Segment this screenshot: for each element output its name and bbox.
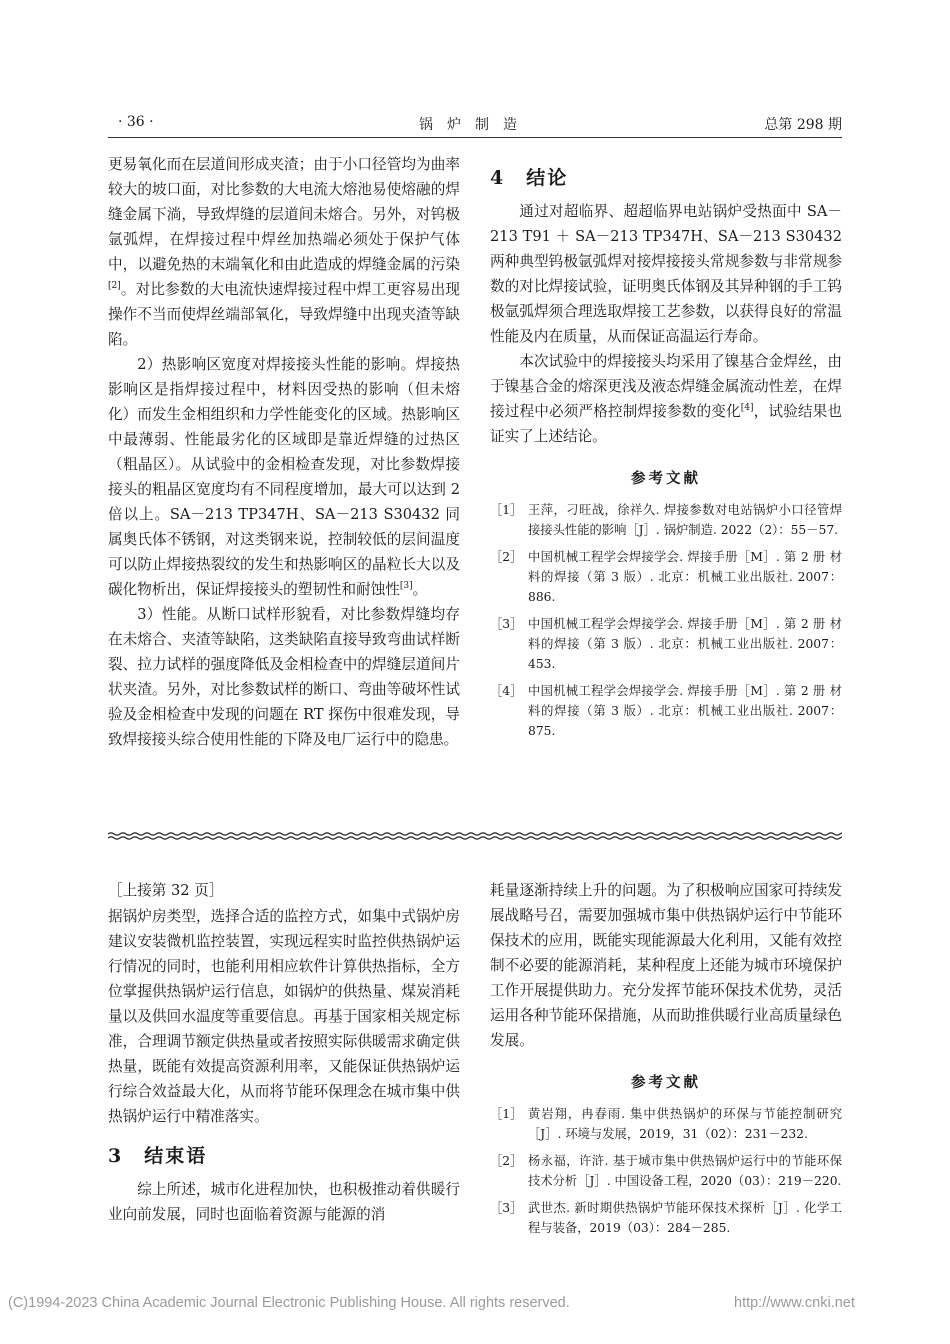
bottom-left-column [108, 878, 460, 1227]
reference-list [490, 500, 842, 741]
body-paragraph: 3）性能。从断口试样形貌看，对比参数焊缝均存在未熔合、夹渣等缺陷，这类缺陷直接导致弯曲试样断裂、拉力试样的强度降低及金相检查中的焊缝层道间片状夹渣。另外，对比参数试样的断口、弯曲等破坏性试验及金相检查中发现的问题在 RT 探伤中很难发现，导致焊接接头综合使用性能的下降及电厂运行中的隐患。 [108, 606, 460, 748]
reference-text: 武世杰. 新时期供热锅炉节能环保技术探析［J］. 化学工程与装备，2019（03）：284－285. [528, 1201, 842, 1235]
reference-text: 中国机械工程学会焊接学会. 焊接手册［M］. 第 2 册 材料的焊接（第 3 版）. 北京：机械工业出版社. 2007：886. [528, 550, 842, 604]
citation: [3] [399, 581, 413, 592]
text-run: 。 [412, 581, 428, 598]
reference-item [490, 1104, 842, 1144]
reference-text: 黄岩翔，冉春雨. 集中供热锅炉的环保与节能控制研究［J］. 环境与发展，2019，31（02）：231－232. [528, 1107, 842, 1141]
reference-number: ［2］ [490, 550, 523, 564]
top-left-column [108, 152, 460, 752]
citation: [4] [740, 403, 754, 414]
reference-list [490, 1104, 842, 1238]
reference-item [490, 614, 842, 674]
reference-item [490, 681, 842, 741]
text-run: 本次试验中的焊接接头均采用了镍基合金焊丝，由于镍基合金的熔深更浅及液态焊缝金属流动性差，在焊接过程中必须严格控制焊接参数的变化 [490, 353, 842, 420]
references-heading: 参考文献 [631, 471, 701, 487]
body-paragraph [490, 349, 842, 449]
top-right-column [490, 163, 842, 748]
body-paragraph: 综上所述，城市化进程加快，也积极推动着供暖行业向前发展，同时也面临着资源与能源的消 [108, 1181, 460, 1223]
issue-number: 总第 298 期 [764, 117, 842, 133]
body-paragraph: 耗量逐渐持续上升的问题。为了积极响应国家可持续发展战略号召，需要加强城市集中供热锅炉运行中节能环保技术的应用，既能实现能源最大化利用，又能有效控制不必要的能源消耗，某种程度上还能为城市环境保护工作开展提供助力。充分发挥节能环保技术优势，灵活运用各种节能环保措施，从而助推供暖行业高质量绿色发展。 [490, 882, 842, 1049]
reference-item [490, 547, 842, 607]
reference-text: 王萍，刁旺战，徐祥久. 焊接参数对电站锅炉小口径管焊接接头性能的影响［J］. 锅炉制造. 2022（2）：55－57. [528, 503, 842, 537]
text-run: 。对比参数的大电流快速焊接过程中焊工更容易出现操作不当而使焊丝端部氧化，导致焊缝中出现夹渣等缺陷。 [108, 281, 460, 348]
text-run: 2）热影响区宽度对焊接接头性能的影响。焊接热影响区是指焊接过程中，材料因受热的影响（但未熔化）而发生金相组织和力学性能变化的区域。热影响区中最薄弱、性能最劣化的区域即是靠近焊缝的过热区（粗晶区）。从试验中的金相检查发现，对比参数焊接接头的粗晶区宽度均有不同程度增加，最大可以达到 2 倍以上。SA－213 TP347H、SA－213 S30432 同属奥氏体不锈钢，对这类钢来说，控制较低的层间温度可以防止焊接热裂纹的发生和热影响区的晶粒长大以及碳化物析出，保证焊接接头的塑韧性和耐蚀性 [108, 356, 460, 598]
reference-number: ［4］ [490, 684, 523, 698]
body-paragraph: 据锅炉房类型，选择合适的监控方式，如集中式锅炉房建议安装微机监控装置，实现远程实时监控供热锅炉运行情况的同时，也能利用相应软件计算供热指标，全方位掌握供热锅炉运行信息，如锅炉的供热量、煤炭消耗量以及供回水温度等重要信息。再基于国家相关规定标准，合理调节额定供热量或者按照实际供暖需求确定供热量，既能有效提高资源利用率，又能保证供热锅炉运行综合效益最大化，从而将节能环保理念在城市集中供热锅炉运行中精准落实。 [108, 908, 460, 1125]
journal-title: 锅炉制造 [419, 117, 531, 133]
copyright-footer [8, 1295, 855, 1311]
text-run: ，试验结果也证实了上述结论。 [490, 403, 842, 445]
reference-number: ［1］ [490, 1107, 523, 1121]
reference-number: ［2］ [490, 1154, 523, 1168]
body-paragraph [108, 152, 460, 352]
body-paragraph: 通过对超临界、超超临界电站锅炉受热面中 SA－213 T91 ＋ SA－213 TP347H、SA－213 S30432 两种典型钨极氩弧焊对接焊接接头常规参数与非常规参数的对比焊接试验，证明奥氏体钢及其异种钢的手工钨极氩弧焊须合理选取焊接工艺参数，以获得良好的常温性能及内在质量，从而保证高温运行寿命。 [490, 203, 842, 345]
reference-text: 中国机械工程学会焊接学会. 焊接手册［M］. 第 2 册 材料的焊接（第 3 版）. 北京：机械工业出版社. 2007：453. [528, 617, 842, 671]
reference-number: ［3］ [490, 1201, 523, 1215]
body-paragraph [108, 352, 460, 602]
text-run: 更易氧化而在层道间形成夹渣；由于小口径管均为曲率较大的坡口面，对比参数的大电流大熔池易使熔融的焊缝金属下淌，导致焊缝的层道间未熔合。另外，对钨极氩弧焊，在焊接过程中焊丝加热端必须处于保护气体中，以避免热的末端氧化和由此造成的焊缝金属的污染 [108, 156, 460, 273]
footer-url: http://www.cnki.net [734, 1295, 855, 1311]
continued-from-note: ［上接第 32 页］ [108, 882, 224, 899]
section-title: 4 结论 [490, 167, 569, 189]
reference-item [490, 1151, 842, 1191]
reference-number: ［1］ [490, 503, 523, 517]
page-header [108, 112, 842, 138]
reference-item [490, 1198, 842, 1238]
wavy-divider [108, 830, 842, 842]
reference-item [490, 500, 842, 540]
page-number: · 36 · [118, 114, 154, 130]
reference-text: 杨永福，许浒. 基于城市集中供热锅炉运行中的节能环保技术分析［J］. 中国设备工程，2020（03）：219－220. [528, 1154, 842, 1188]
citation: [2] [108, 281, 121, 292]
reference-text: 中国机械工程学会焊接学会. 焊接手册［M］. 第 2 册 材料的焊接（第 3 版）. 北京：机械工业出版社. 2007：875. [528, 684, 842, 738]
bottom-right-column [490, 878, 842, 1245]
section-title: 3 结束语 [108, 1145, 208, 1167]
copyright-text: (C)1994-2023 China Academic Journal Electronic Publishing House. All rights reserved. [8, 1295, 570, 1311]
references-heading: 参考文献 [631, 1075, 701, 1091]
reference-number: ［3］ [490, 617, 523, 631]
